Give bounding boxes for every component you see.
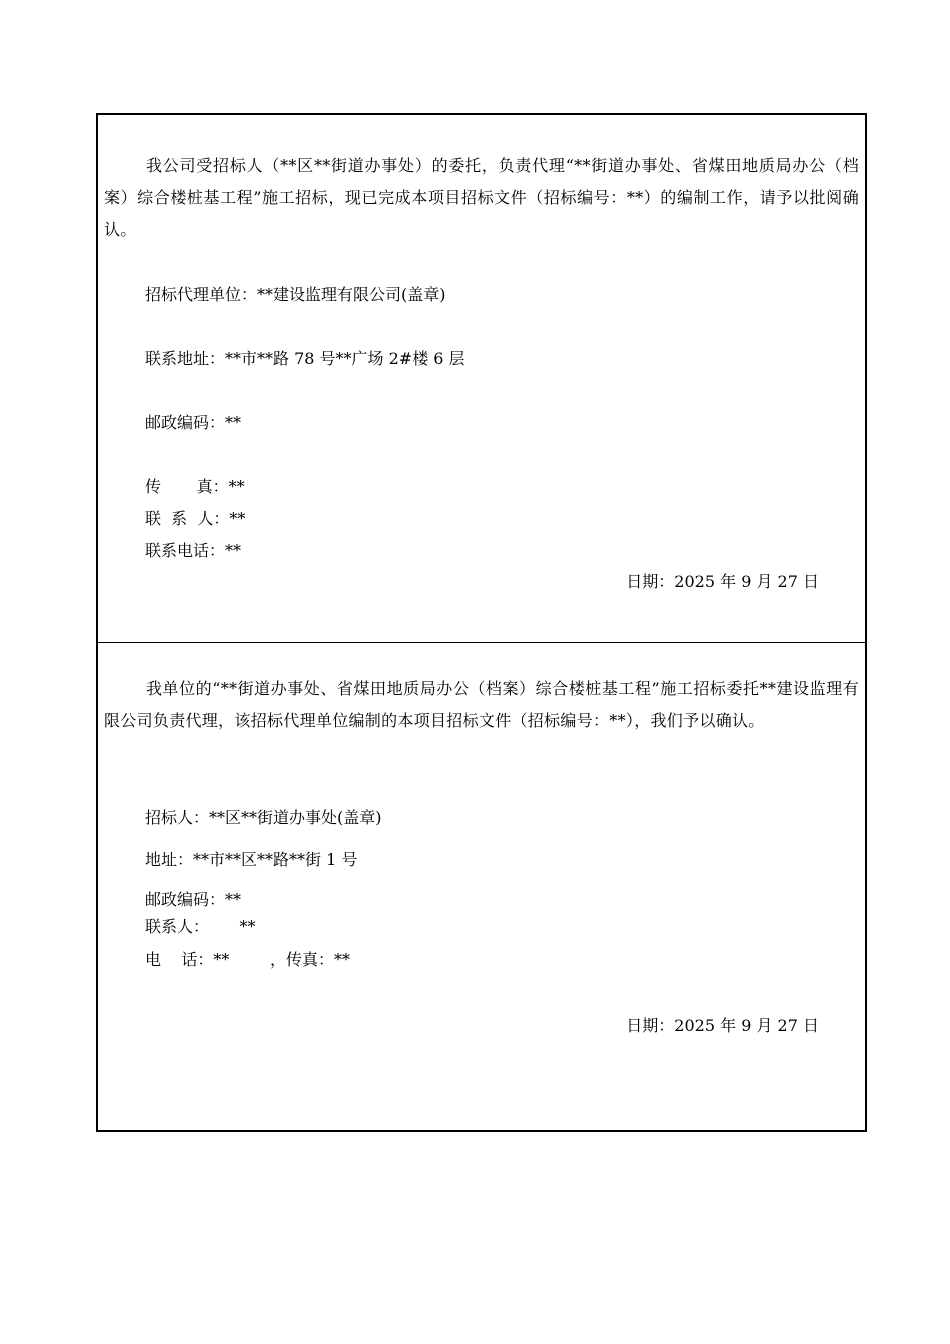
agency-fax: 传 真：** <box>145 477 245 496</box>
agency-postal-code: 邮政编码：** <box>145 413 242 432</box>
agency-phone: 联系电话：** <box>145 541 242 560</box>
tenderer-name: 招标人：**区**街道办事处(盖章) <box>145 808 382 827</box>
agency-paragraph: 我公司受招标人（**区**街道办事处）的委托，负责代理“**街道办事处、省煤田地质局办公（档案）综合楼桩基工程”施工招标，现已完成本项目招标文件（招标编号：**）的编制工作，请予以批阅确认。 <box>104 156 859 239</box>
tenderer-paragraph: 我单位的“**街道办事处、省煤田地质局办公（档案）综合楼桩基工程”施工招标委托**建设监理有限公司负责代理，该招标代理单位编制的本项目招标文件（招标编号：**），我们予以确认。 <box>104 679 859 730</box>
agency-section <box>98 115 865 643</box>
agency-date: 日期：2025 年 9 月 27 日 <box>626 572 819 591</box>
tenderer-date: 日期：2025 年 9 月 27 日 <box>626 1016 819 1035</box>
tenderer-contact-person: 联系人： ** <box>145 917 256 936</box>
tenderer-phone-fax: 电 话：** ，传真：** <box>145 950 351 969</box>
tenderer-section <box>98 642 865 1130</box>
tenderer-postal-code: 邮政编码：** <box>145 890 242 909</box>
agency-unit: 招标代理单位：**建设监理有限公司(盖章) <box>145 285 446 304</box>
agency-address: 联系地址：**市**路 78 号**广场 2#楼 6 层 <box>145 349 465 368</box>
agency-contact-person: 联 系 人：** <box>145 509 246 528</box>
confirmation-table <box>96 113 867 1132</box>
tenderer-address: 地址：**市**区**路**街 1 号 <box>145 850 358 869</box>
